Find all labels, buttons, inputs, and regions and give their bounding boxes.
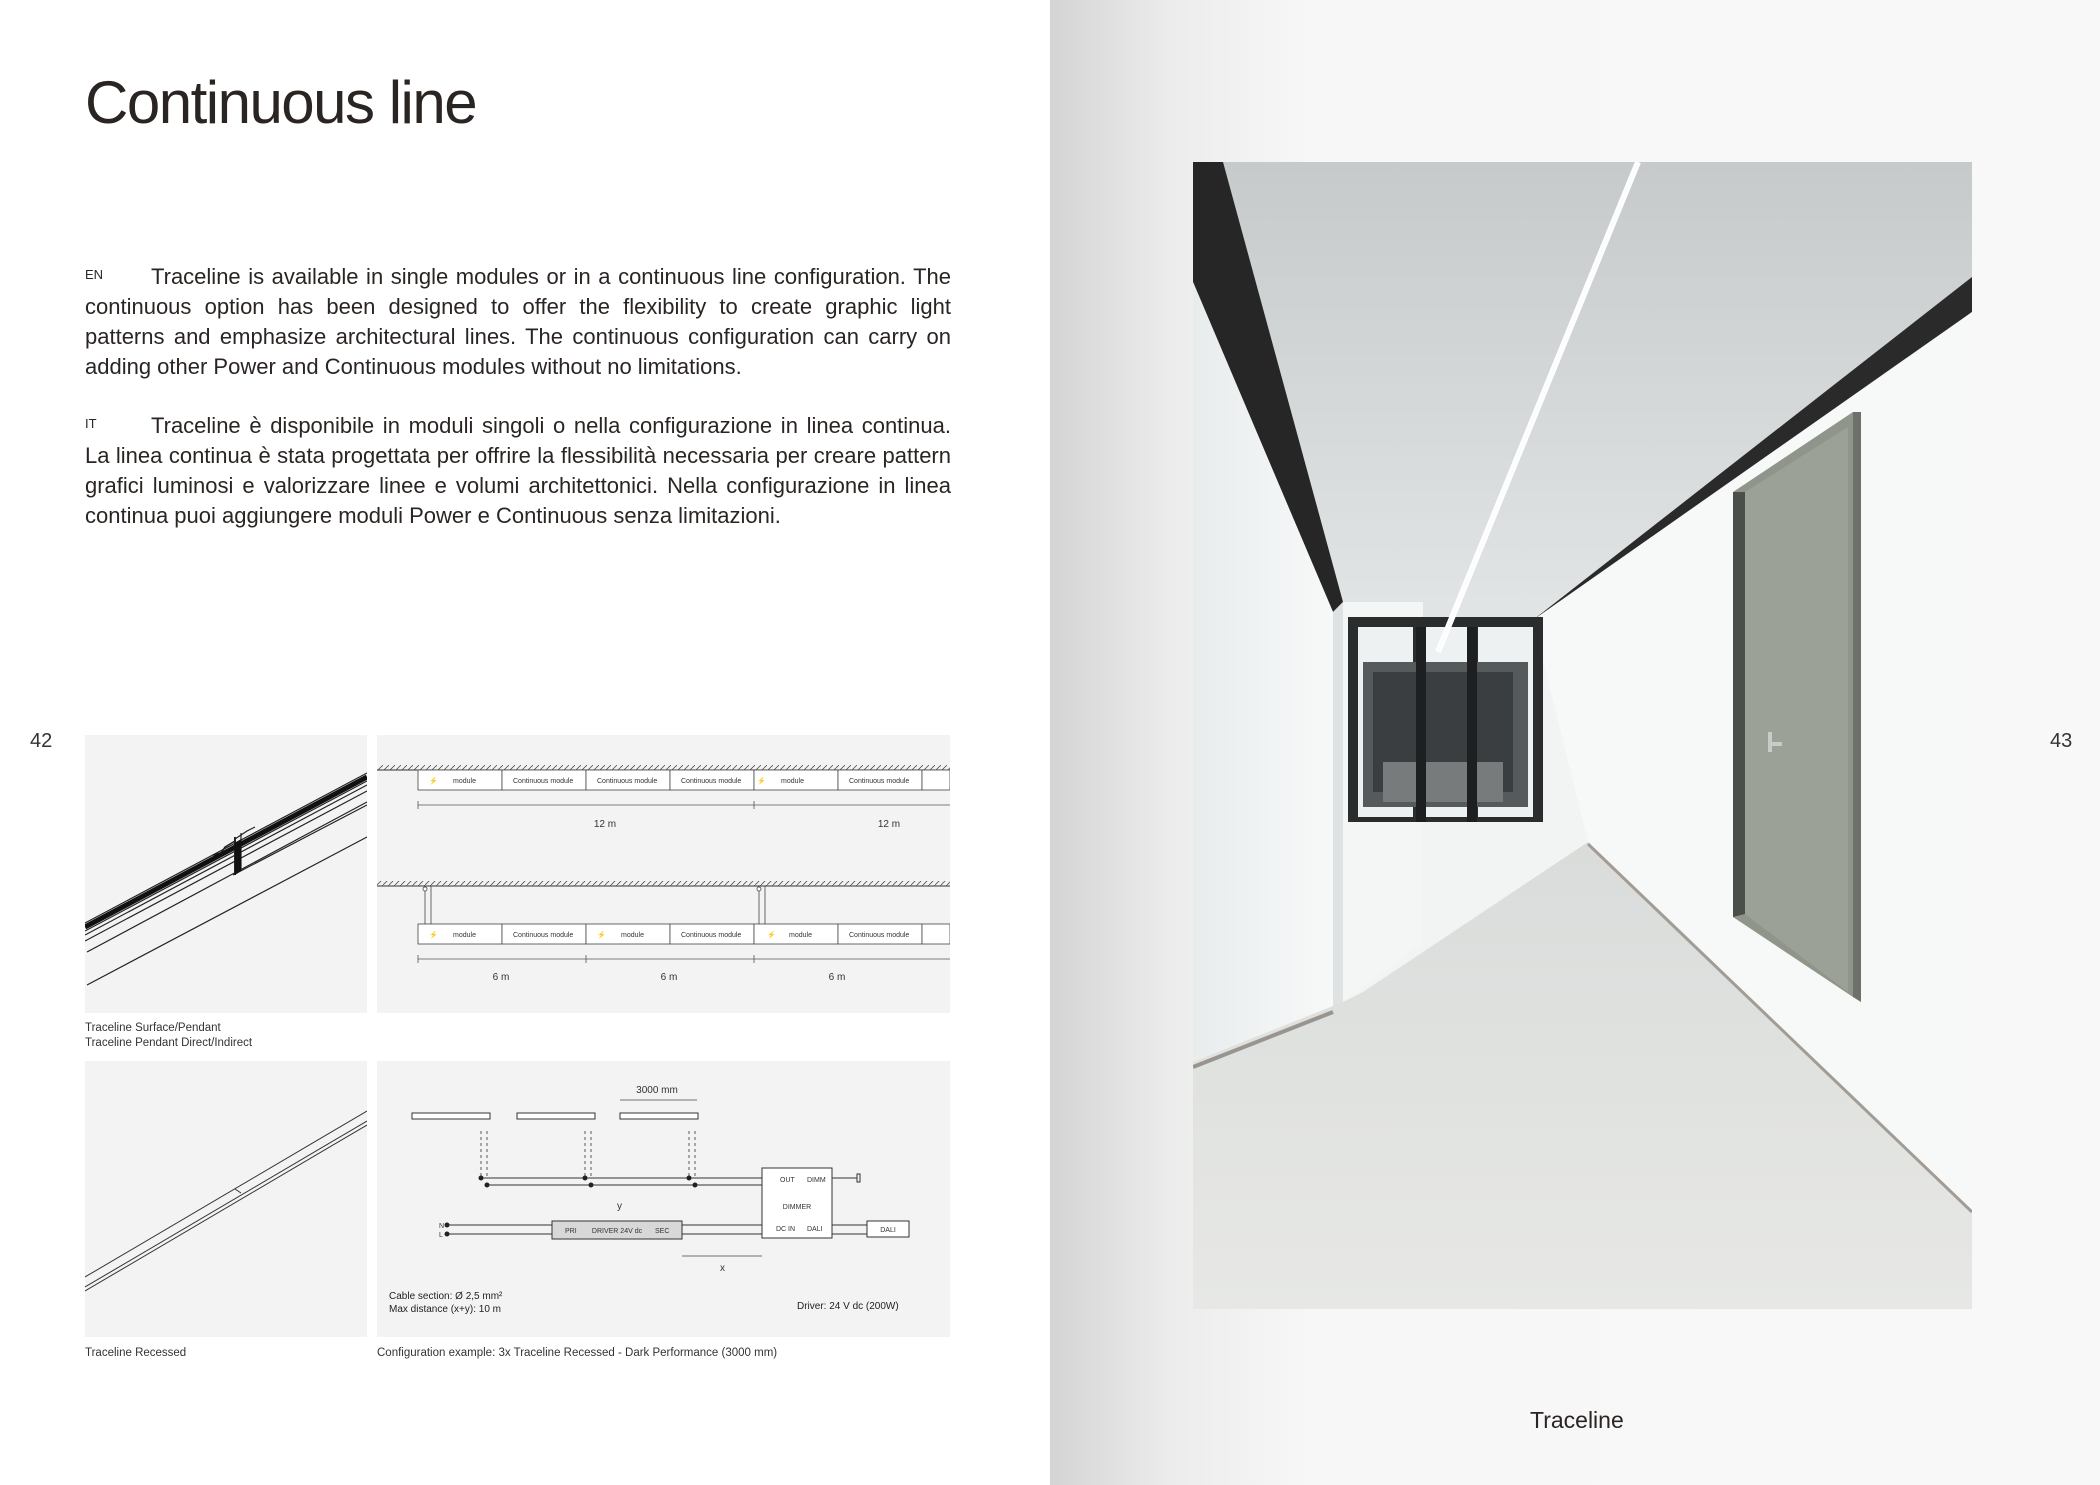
row2-label-2: Continuous module [513,932,574,939]
dali-label: DALI [880,1227,896,1234]
page-title: Continuous line [85,69,477,136]
row1-label-2: Continuous module [513,778,574,785]
row2-label-6: Continuous module [849,932,910,939]
row2-label-1: module [453,932,476,939]
row1-label-5: module [781,778,804,785]
wiring-x-label: x [720,1263,725,1274]
row1-label-3: Continuous module [597,778,658,785]
paragraph-it [85,411,951,531]
row2-dim-1: 6 m [492,972,510,983]
wiring-n: N [439,1223,445,1230]
dimmer-out: OUT [780,1177,795,1184]
row1-bolt-1: ⚡ [429,778,438,785]
ceiling-2 [377,881,950,886]
luminaire-1 [412,1113,490,1119]
row2-bolt-2: ⚡ [597,932,606,939]
wiring-y-label: y [617,1201,622,1212]
row2-label-4: Continuous module [681,932,742,939]
recessed-profile-panel [85,1061,367,1337]
dimmer-dimm: DIMM [807,1177,826,1184]
row2-dim-3: 6 m [828,972,846,983]
corridor-illustration [1193,162,1972,1309]
lang-label-it: IT [85,416,97,431]
row2-bolt-1: ⚡ [429,932,438,939]
wiring-length-label: 3000 mm [636,1085,678,1096]
continuous-line-schematic [377,735,950,1013]
caption-pendant: Traceline Pendant Direct/Indirect [85,1037,253,1049]
row1-dim-2: 12 m [877,819,901,830]
dimmer-label: DIMMER [782,1204,812,1211]
row1-dim-1: 12 m [593,819,617,830]
lang-label-en: EN [85,267,104,282]
row1-label-6: Continuous module [849,778,910,785]
dimmer-dc-in: DC IN [776,1226,796,1233]
row2-label-5: module [789,932,812,939]
caption-surface: Traceline Surface/Pendant [85,1022,221,1034]
row1-bolt-2: ⚡ [757,778,766,785]
driver-spec-note: Driver: 24 V dc (200W) [797,1301,899,1312]
page-number-left: 42 [30,730,53,752]
row1-label-1: module [453,778,476,785]
recessed-profile-illustration [85,1061,367,1337]
paragraph-en [85,262,951,382]
caption-config: Configuration example: 3x Traceline Recessed - Dark Performance (3000 mm) [377,1347,778,1359]
driver-label: DRIVER 24V dc [591,1228,643,1235]
page-number-right: 43 [2050,730,2073,752]
cable-section-note: Cable section: Ø 2,5 mm² [389,1291,503,1302]
surface-profile-panel [85,735,367,1013]
surface-profile-illustration [85,735,367,1013]
continuous-line-schematic-panel [377,735,950,1013]
luminaire-3 [620,1113,698,1119]
row2-dim-2: 6 m [660,972,678,983]
wiring-l: L [439,1232,443,1239]
paragraph-it-text: Traceline è disponibile in moduli singoli o nella configurazione in linea continua. La linea continua è stata progettata per offrire la flessibilità necessaria per creare pattern grafici luminosi e valorizzare linee e volumi architettonici. Nella configurazione in linea continua puoi aggiungere moduli Power e Continuous senza limitazioni. [85,413,951,528]
max-distance-note: Max distance (x+y): 10 m [389,1304,501,1315]
caption-surface-pendant [85,1021,252,1051]
driver-pri: PRI [565,1228,577,1235]
corridor-photo [1193,162,1972,1309]
wiring-schematic-panel [377,1061,950,1337]
row1-label-4: Continuous module [681,778,742,785]
row2-bolt-3: ⚡ [767,932,776,939]
luminaire-2 [517,1113,595,1119]
dimmer-dali-port: DALI [807,1226,823,1233]
caption-recessed: Traceline Recessed [85,1347,187,1359]
driver-sec: SEC [655,1228,670,1235]
brand-name: Traceline [1530,1407,1624,1433]
ceiling-1 [377,765,950,770]
row2-label-3: module [621,932,644,939]
wiring-schematic [377,1061,950,1337]
paragraph-en-text: Traceline is available in single modules or in a continuous line configuration. The continuous option has been designed to offer the flexibility to create graphic light patterns and emphasize architectural lines. The continuous configuration can carry on adding other Power and Continuous modules without no limitations. [85,264,951,379]
